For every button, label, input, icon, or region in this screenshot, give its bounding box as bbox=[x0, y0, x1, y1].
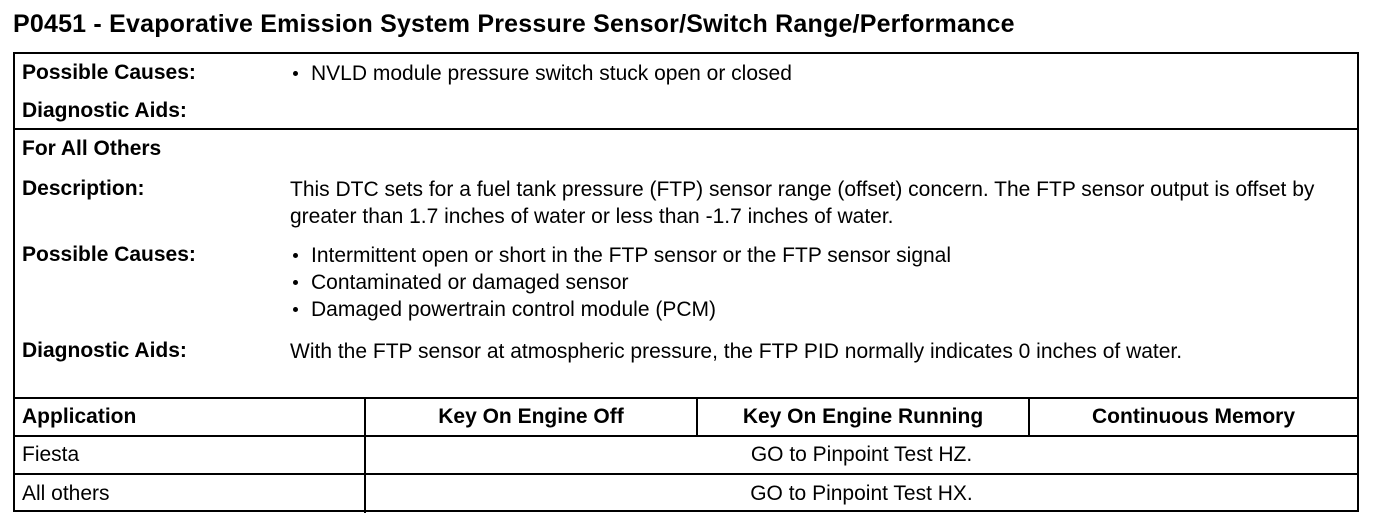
action-cell: GO to Pinpoint Test HZ. bbox=[750, 443, 973, 466]
nvld-section bbox=[15, 54, 1357, 130]
column-header-continuous-memory: Continuous Memory bbox=[1092, 405, 1295, 428]
possible-causes-label: Possible Causes: bbox=[22, 243, 196, 266]
possible-causes-label: Possible Causes: bbox=[22, 61, 196, 84]
action-cell: GO to Pinpoint Test HX. bbox=[750, 482, 973, 505]
column-header-koeo: Key On Engine Off bbox=[366, 399, 698, 435]
page-title: P0451 - Evaporative Emission System Pressure Sensor/Switch Range/Performance bbox=[13, 10, 1015, 38]
diagnostic-aids-label: Diagnostic Aids: bbox=[22, 99, 187, 122]
description-label: Description: bbox=[22, 177, 145, 200]
dtc-table bbox=[13, 52, 1359, 512]
description-text: This DTC sets for a fuel tank pressure (FTP) sensor range (offset) concern. The FTP sensor output is offset by greater than 1.7 inches of water or less than -1.7 inches of water. bbox=[290, 178, 1315, 228]
section-heading: For All Others bbox=[22, 137, 162, 160]
others-section bbox=[15, 130, 1357, 399]
possible-causes-list bbox=[290, 60, 1339, 87]
column-header-application: Application bbox=[15, 399, 366, 435]
list-item: NVLD module pressure switch stuck open or closed bbox=[290, 60, 1339, 87]
list-item: Damaged powertrain control module (PCM) bbox=[290, 296, 1339, 323]
list-item: Contaminated or damaged sensor bbox=[290, 269, 1339, 296]
application-cell: All others bbox=[15, 475, 366, 513]
diagnostic-aids-text: With the FTP sensor at atmospheric pressure, the FTP PID normally indicates 0 inches of water. bbox=[290, 340, 1183, 363]
table-row bbox=[15, 437, 1357, 475]
application-cell: Fiesta bbox=[15, 437, 366, 473]
diagnostic-aids-label: Diagnostic Aids: bbox=[22, 339, 187, 362]
list-item: Intermittent open or short in the FTP sensor or the FTP sensor signal bbox=[290, 242, 1339, 269]
table-row bbox=[15, 475, 1357, 513]
table-header-row bbox=[15, 399, 1357, 437]
possible-causes-list bbox=[290, 242, 1339, 323]
column-header-koer: Key On Engine Running bbox=[698, 399, 1030, 435]
